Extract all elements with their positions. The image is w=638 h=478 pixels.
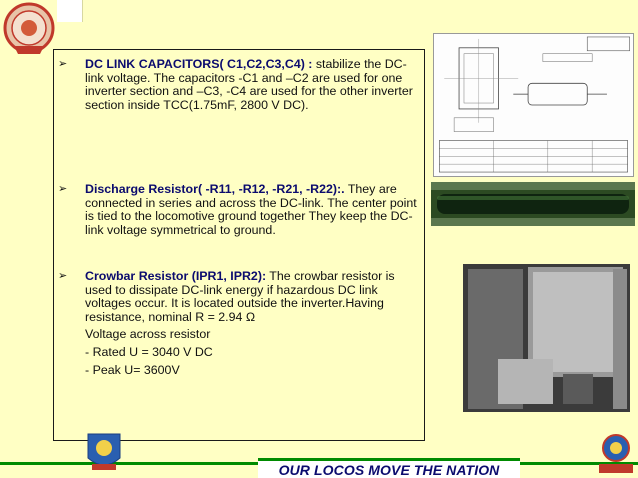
arrow-bullet-icon: ➢ — [58, 183, 68, 195]
institute-logo-bottom-left — [84, 430, 124, 474]
bullet-dc-link-capacitors — [58, 57, 419, 112]
bullet-discharge-resistor — [58, 182, 419, 237]
rdso-logo-bottom-right — [597, 432, 635, 476]
crowbar-resistor-image — [463, 264, 630, 412]
rated-voltage: - Rated U = 3040 V DC — [85, 344, 213, 359]
peak-voltage: - Peak U= 3600V — [85, 362, 180, 377]
corner-tab — [57, 0, 83, 22]
bullet-text: stabilize the DC-link voltage. The capacitors -C1 and –C2 are used for one inverter section and –C3, -C4 are used for the other inverter section inside TCC(1.75mF, 2800 V DC). — [85, 57, 413, 112]
arrow-bullet-icon: ➢ — [58, 58, 68, 70]
bullet-crowbar-resistor — [58, 269, 419, 377]
arrow-bullet-icon: ➢ — [58, 270, 68, 282]
footer-divider-left — [0, 462, 258, 465]
bullet-heading: Discharge Resistor( -R11, -R12, -R21, -R22):. — [85, 182, 345, 196]
capacitor-drawing-image — [433, 33, 634, 177]
bullet-heading: DC LINK CAPACITORS( C1,C2,C3,C4) : — [85, 57, 313, 71]
voltage-label: Voltage across resistor — [85, 327, 211, 342]
footer-banner — [258, 458, 520, 478]
bullet-text: The crowbar resistor is used to dissipate DC-link energy if hazardous DC link voltages occur. It is located outside the inverter.Having resistance, nominal R = 2.94 Ω — [85, 269, 395, 324]
content-text-box — [53, 49, 425, 441]
railway-emblem-top-left — [0, 0, 57, 60]
bullet-text: They are connected in series and across the DC-link. The center point is tied to the locomotive ground together They keep the DC-link voltage symmetrical to ground. — [85, 182, 417, 237]
footer-slogan: OUR LOCOS MOVE THE NATION — [278, 462, 500, 478]
discharge-resistor-image — [431, 182, 635, 226]
bullet-heading: Crowbar Resistor (IPR1, IPR2): — [85, 269, 267, 283]
